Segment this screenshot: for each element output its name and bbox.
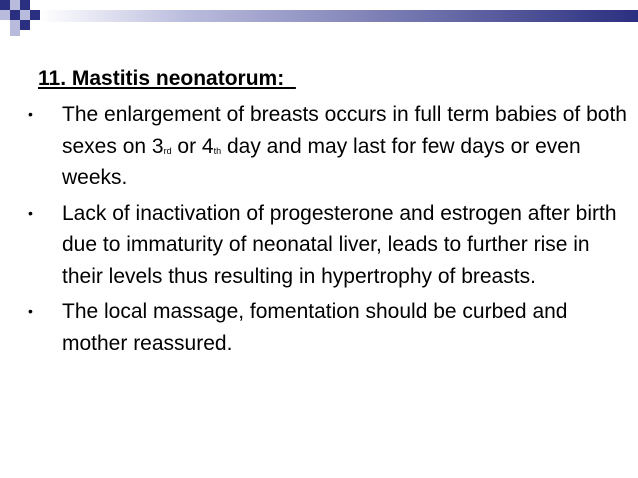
- deco-square: [10, 0, 20, 10]
- deco-square: [10, 10, 20, 20]
- ordinal-suffix: th: [213, 145, 222, 156]
- deco-square: [20, 0, 30, 10]
- deco-square: [0, 0, 10, 10]
- slide-title: 11. Mastitis neonatorum:: [38, 67, 296, 90]
- bullet-item: [28, 198, 628, 293]
- bullet-dot: •: [28, 106, 33, 122]
- deco-square: [20, 10, 30, 20]
- bullet-dot: •: [28, 303, 33, 319]
- deco-square: [20, 20, 30, 30]
- deco-square: [0, 10, 10, 20]
- bullet-text: Lack of inactivation of progesterone and estrogen after birth due to immaturity of neonatal liver, leads to further rise in their levels thus resulting in hypertrophy of breasts.: [62, 201, 617, 288]
- bullet-text: The local massage, fomentation should be curbed and mother reassured.: [62, 300, 568, 355]
- deco-gradient-bar: [40, 10, 638, 22]
- bullet-dot: •: [28, 204, 33, 221]
- bullet-text: The enlargement of breasts occurs in full term babies of both sexes on 3rd or 4th day and may last for few days or even weeks.: [62, 103, 627, 189]
- bullet-list: [28, 99, 628, 363]
- deco-square: [10, 20, 20, 30]
- bullet-item: [28, 99, 628, 194]
- ordinal-suffix: rd: [163, 145, 172, 156]
- bullet-item: [28, 296, 628, 359]
- deco-square: [10, 30, 20, 36]
- decorative-header-squares: [0, 0, 638, 40]
- deco-square: [30, 10, 40, 20]
